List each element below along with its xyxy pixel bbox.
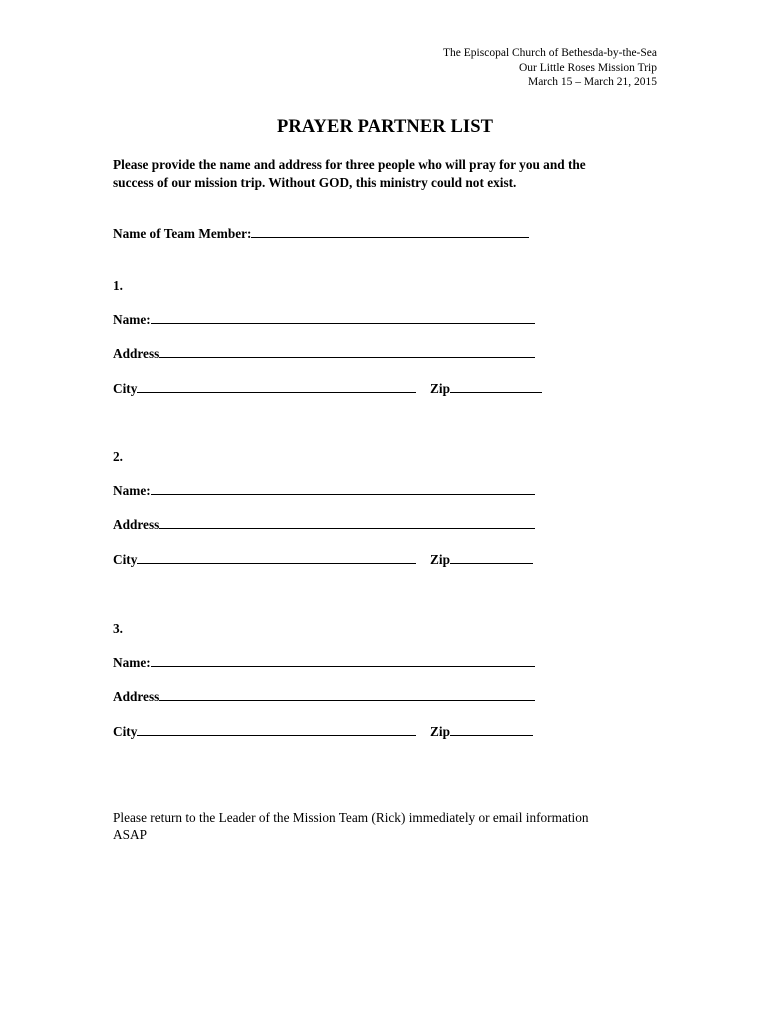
- team-member-row: [113, 225, 529, 243]
- zip-label: Zip: [430, 724, 450, 739]
- partner-3-zip-field[interactable]: [450, 723, 533, 736]
- page-title: PRAYER PARTNER LIST: [276, 117, 494, 137]
- partner-3-city-field[interactable]: [137, 723, 416, 736]
- city-label: City: [113, 552, 138, 567]
- partner-1-city-row: [113, 380, 416, 398]
- partner-3-address-field[interactable]: [159, 688, 535, 701]
- partner-1-address-field[interactable]: [159, 345, 535, 358]
- instructions-line-2: success of our mission trip. Without GOD, this ministry could not exist.: [113, 175, 517, 190]
- partner-3-zip-row: [430, 723, 533, 741]
- zip-label: Zip: [430, 381, 450, 396]
- partner-1-address-row: [113, 345, 535, 363]
- partner-2-number: 2.: [113, 449, 123, 464]
- partner-2-name-field[interactable]: [151, 482, 535, 495]
- address-label: Address: [113, 689, 160, 704]
- partner-1-name-row: [113, 311, 535, 329]
- partner-1-city-field[interactable]: [137, 380, 416, 393]
- partner-3-city-row: [113, 723, 416, 741]
- address-label: Address: [113, 517, 160, 532]
- trip-name: Our Little Roses Mission Trip: [518, 61, 657, 74]
- return-instructions-line-2: ASAP: [113, 827, 147, 842]
- trip-dates: March 15 – March 21, 2015: [527, 76, 657, 88]
- partner-2-address-field[interactable]: [159, 516, 535, 529]
- name-label: Name:: [113, 655, 151, 670]
- partner-1-zip-field[interactable]: [450, 380, 542, 393]
- instructions-line-1: Please provide the name and address for three people who will pray for you and the: [113, 157, 586, 172]
- partner-1-name-field[interactable]: [151, 311, 535, 324]
- partner-2-name-row: [113, 482, 535, 500]
- partner-3-number: 3.: [113, 621, 123, 636]
- partner-2-zip-row: [430, 551, 533, 569]
- church-name: The Episcopal Church of Bethesda-by-the-Sea: [443, 47, 657, 59]
- partner-1-zip-row: [430, 380, 542, 398]
- partner-3-name-row: [113, 654, 535, 672]
- church-header: [443, 46, 657, 90]
- team-member-label: Name of Team Member:: [113, 226, 252, 241]
- partner-3-address-row: [113, 688, 535, 706]
- partner-1-number: 1.: [113, 278, 123, 293]
- partner-2-city-field[interactable]: [137, 551, 416, 564]
- address-label: Address: [113, 346, 160, 361]
- instructions: [113, 156, 673, 192]
- partner-3-name-field[interactable]: [151, 654, 535, 667]
- city-label: City: [113, 381, 138, 396]
- partner-2-zip-field[interactable]: [450, 551, 533, 564]
- city-label: City: [113, 724, 138, 739]
- zip-label: Zip: [430, 552, 450, 567]
- return-instructions: [113, 809, 673, 843]
- name-label: Name:: [113, 312, 151, 327]
- return-instructions-line-1: Please return to the Leader of the Mission Team (Rick) immediately or email information: [113, 810, 589, 825]
- partner-2-address-row: [113, 516, 535, 534]
- partner-2-city-row: [113, 551, 416, 569]
- name-label: Name:: [113, 483, 151, 498]
- team-member-field[interactable]: [251, 225, 529, 238]
